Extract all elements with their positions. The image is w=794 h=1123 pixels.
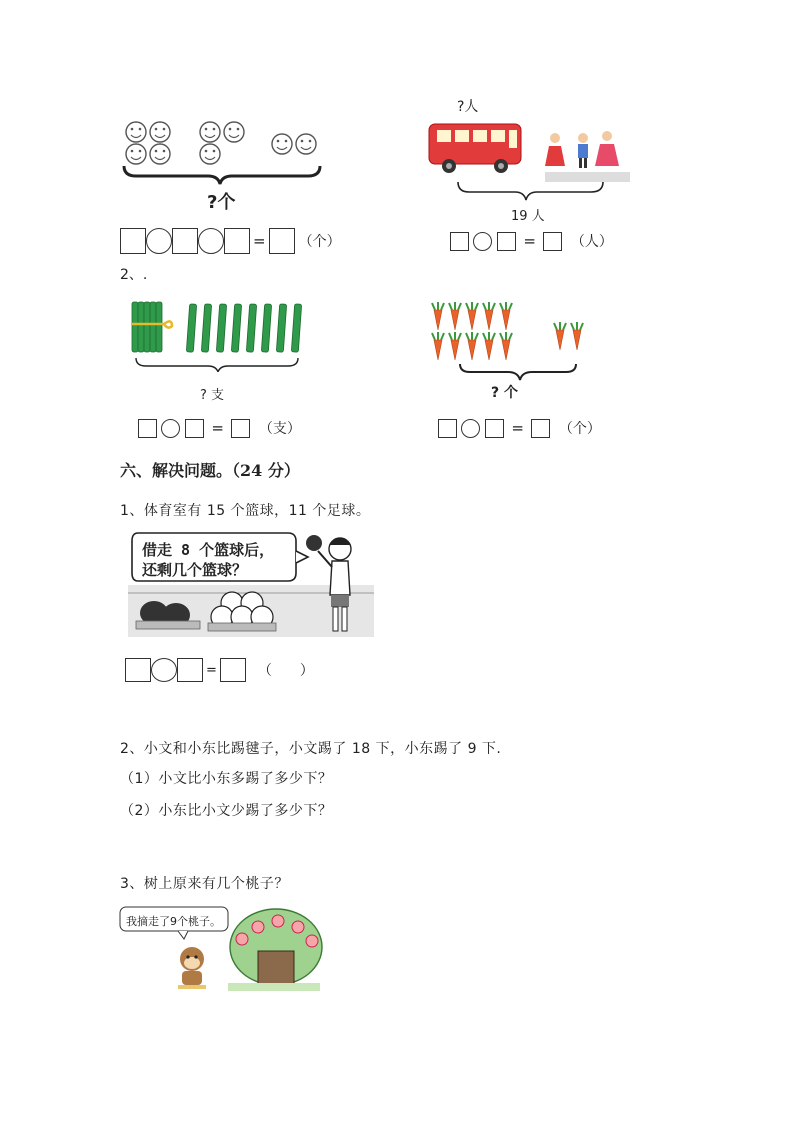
q2-sub-1: （1）小文比小东多踢了多少下？ [120,771,333,787]
answer-box[interactable] [177,658,203,682]
single-pencils [186,304,301,352]
equals-sign: = [211,419,224,437]
answer-box[interactable] [497,232,516,251]
operator-circle[interactable] [473,232,492,251]
answer-box[interactable] [485,419,504,438]
carrot-group-left [432,302,512,360]
answer-box[interactable] [138,419,157,438]
problem-b-top-label: ?人 [457,99,479,115]
problem-d-label: ? 个 [491,385,518,401]
problem-a-label: ?个 [207,192,236,213]
q3-text: 3、树上原来有几个桃子？ [120,876,289,892]
answer-box[interactable] [120,228,146,254]
operator-circle[interactable] [146,228,172,254]
operator-circle[interactable] [151,658,177,682]
carrot-group-right [554,322,583,350]
answer-box[interactable] [185,419,204,438]
unit-label: （人） [570,234,613,250]
equals-sign: = [523,232,536,250]
answer-box[interactable] [231,419,250,438]
problem-b-equation [450,231,613,251]
problem-d-equation [438,418,601,438]
q2-sub-2: （2）小东比小文少踢了多少下？ [120,803,333,819]
brace [458,182,603,200]
problem-b-bottom-label: 19 人 [511,209,545,224]
equals-sign: = [511,419,524,437]
bus-kids-illustration [425,116,630,214]
unit-label: （个） [558,421,601,437]
problem-c-label: ? 支 [200,388,225,403]
q1-text: 1、体育室有 15 个篮球，11 个足球。 [120,503,371,519]
q1-equation [125,658,314,682]
operator-circle[interactable] [461,419,480,438]
q3-illustration [118,903,323,995]
answer-box[interactable] [450,232,469,251]
monkey [178,947,206,989]
q1-bubble-line-2: 还剩几个篮球？ [142,561,248,579]
pencils-illustration [128,296,308,372]
q1-illustration [128,527,374,637]
q2-text: 2、小文和小东比踢毽子，小文踢了 18 下，小东踢了 9 下. [120,741,502,757]
bus [429,124,521,173]
answer-box[interactable] [220,658,246,682]
answer-box[interactable] [269,228,295,254]
equals-sign: = [253,232,266,250]
peach-tree [228,909,322,991]
item-2-label: 2、. [120,267,148,283]
operator-circle[interactable] [161,419,180,438]
q3-bubble-text: 我摘走了9个桃子。 [126,915,221,928]
q1-bubble-line-1: 借走 8 个篮球后， [142,541,275,559]
answer-box[interactable] [438,419,457,438]
answer-box[interactable] [224,228,250,254]
brace [460,364,576,380]
problem-c-equation [138,418,301,438]
section-6-title: 六、解决问题。（24 分） [120,461,300,480]
pencil-bundle [132,302,162,352]
brace [136,358,298,372]
operator-circle[interactable] [198,228,224,254]
answer-box[interactable] [543,232,562,251]
brace [124,166,320,184]
equals-sign: = [206,662,217,678]
smiley-group-3 [272,134,316,154]
unit-label: （个） [298,234,341,250]
unit-label: （支） [258,421,301,437]
problem-a-equation [120,228,341,254]
answer-box[interactable] [172,228,198,254]
answer-box[interactable] [125,658,151,682]
children [545,131,630,182]
unit-label: （ ） [257,663,314,679]
answer-box[interactable] [531,419,550,438]
